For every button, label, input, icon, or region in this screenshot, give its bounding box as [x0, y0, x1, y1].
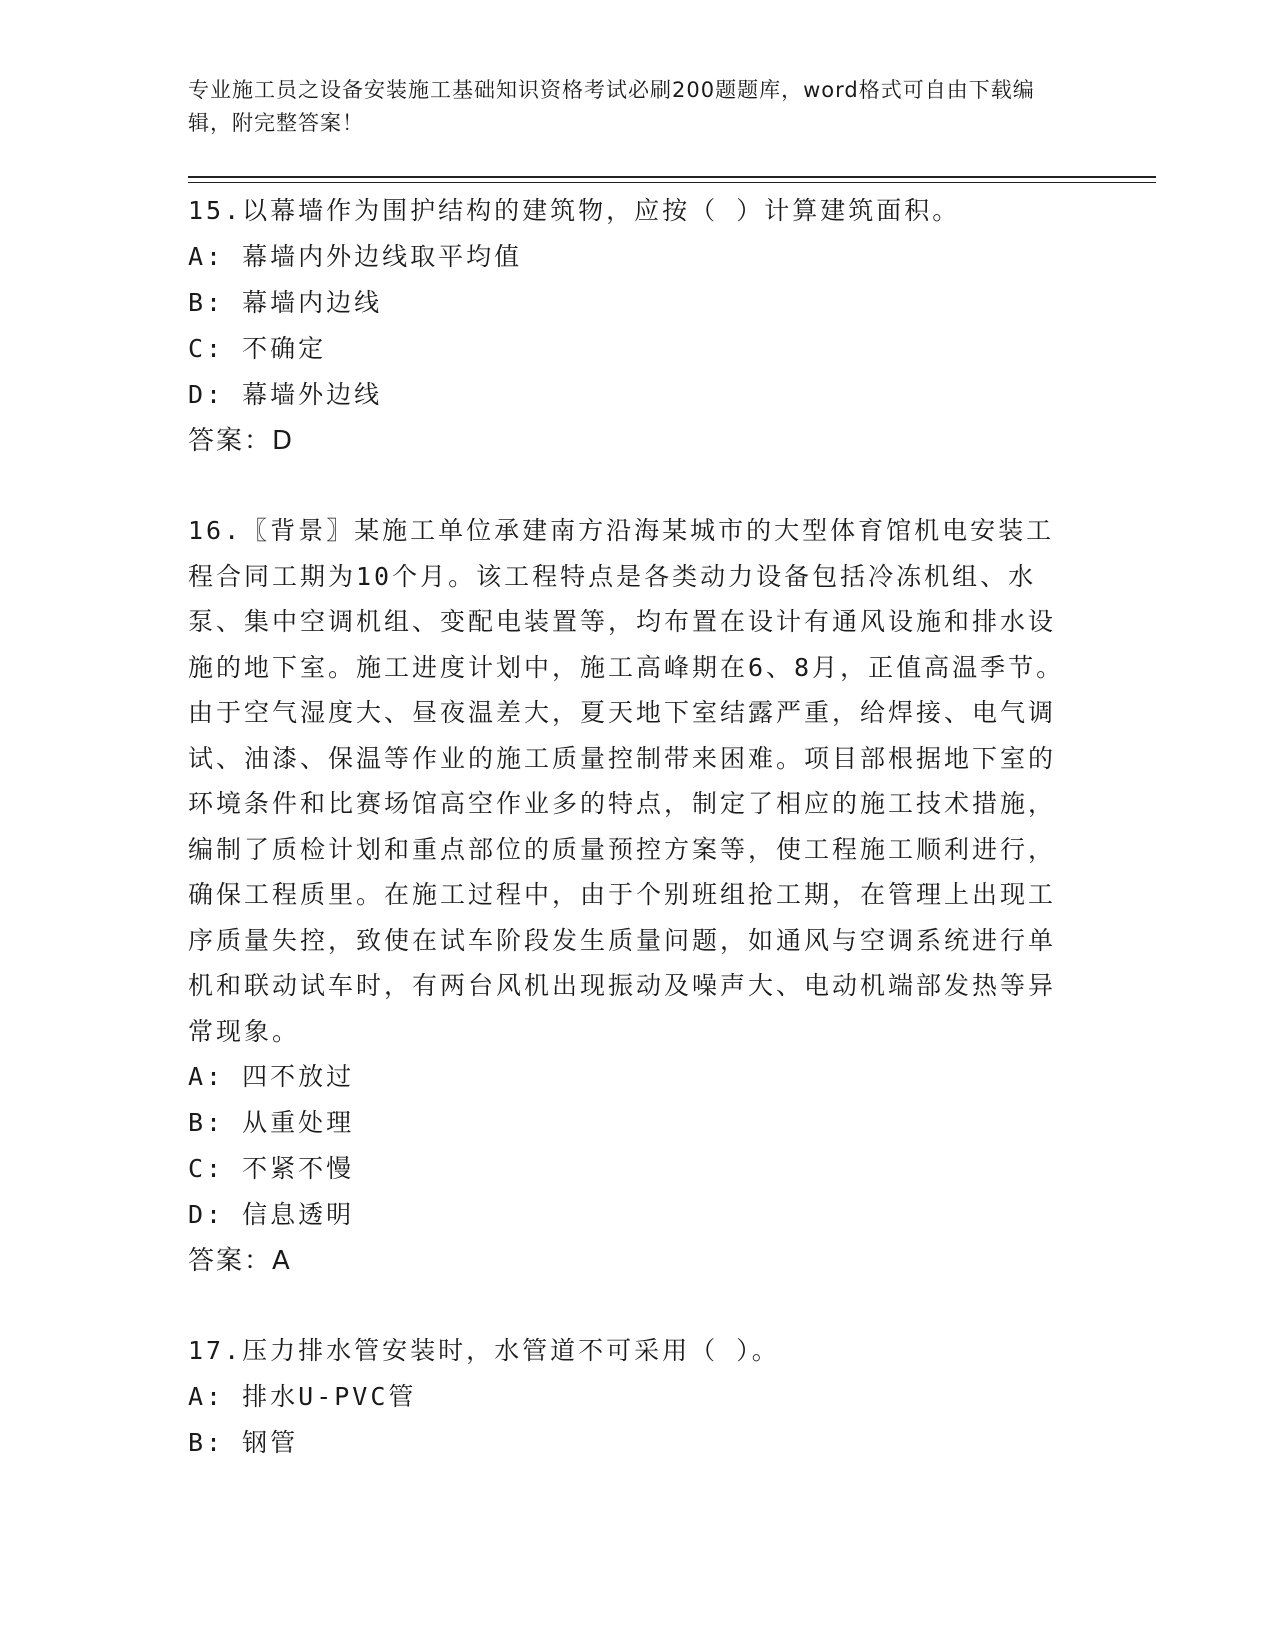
option-a: A: 幕墙内外边线取平均值 — [188, 242, 523, 271]
question-15 — [188, 188, 1088, 464]
answer-line: 答案：D — [188, 426, 295, 456]
option-a: A: 排水U-PVC管 — [188, 1382, 417, 1411]
option-c: C: 不确定 — [188, 334, 327, 363]
header-rule-thick — [188, 176, 1156, 178]
question-stem: 15.以幕墙作为围护结构的建筑物，应按（ ）计算建筑面积。 — [188, 196, 961, 225]
question-spacer — [188, 464, 1088, 508]
question-stem: 17.压力排水管安装时，水管道不可采用（ ）。 — [188, 1336, 780, 1365]
document-header: 专业施工员之设备安装施工基础知识资格考试必刷200题题库，word格式可自由下载编辑，附完整答案！ — [188, 78, 1035, 135]
question-stem: 16.〖背景〗某施工单位承建南方沿海某城市的大型体育馆机电安装工程合同工期为10个月。该工程特点是各类动力设备包括冷冻机组、水泵、集中空调机组、变配电装置等，均布置在设计有通风设施和排水设施的地下室。施工进度计划中，施工高峰期在6、8月，正值高温季节。由于空气湿度大、昼夜温差大，夏天地下室结露严重，给焊接、电气调试、油漆、保温等作业的施工质量控制带来困难。项目部根据地下室的环境条件和比赛场馆高空作业多的特点，制定了相应的施工技术措施，编制了质检计划和重点部位的质量预控方案等，使工程施工顺利进行，确保工程质里。在施工过程中，由于个别班组抢工期，在管理上出现工序质量失控，致使在试车阶段发生质量问题，如通风与空调系统进行单机和联动试车时，有两台风机出现振动及噪声大、电动机端部发热等异常现象。 — [188, 516, 1065, 1046]
question-list — [188, 188, 1088, 1466]
question-16 — [188, 508, 1088, 1284]
answer-line: 答案：A — [188, 1246, 292, 1276]
option-d: D: 幕墙外边线 — [188, 380, 383, 409]
option-a: A: 四不放过 — [188, 1062, 355, 1091]
question-spacer — [188, 1284, 1088, 1328]
option-d: D: 信息透明 — [188, 1200, 355, 1229]
option-b: B: 钢管 — [188, 1428, 299, 1457]
option-c: C: 不紧不慢 — [188, 1154, 355, 1183]
header-rule-thin — [188, 182, 1156, 183]
option-b: B: 幕墙内边线 — [188, 288, 383, 317]
question-17 — [188, 1328, 1088, 1466]
option-b: B: 从重处理 — [188, 1108, 355, 1137]
